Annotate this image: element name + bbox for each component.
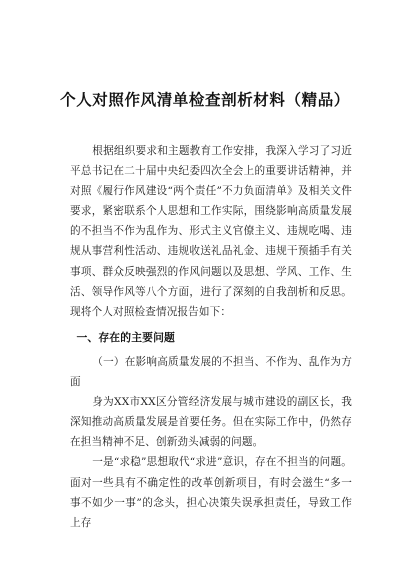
document-body xyxy=(70,141,352,533)
subsection-heading: （一）在影响高质量发展的不担当、不作为、乱作为方面 xyxy=(70,355,352,389)
body-paragraph: 身为XX市XX区分管经济发展与城市建设的副区长，我深知推动高质量发展是首要任务。但在实际工作中，仍然存在担当精神不足、创新劲头减弱的问题。 xyxy=(70,396,352,449)
intro-paragraph: 根据组织要求和主题教育工作安排，我深入学习了习近平总书记在二十届中央纪委四次全会上的重要讲话精神，并对照《履行作风建设“两个责任”不力负面清单》及相关文件要求，紧密联系个人思想和工作实际，围绕影响高质量发展的不担当不作为乱作为、形式主义官僚主义、违规吃喝、违规从事营利性活动、违规收送礼品礼金、违规干预插手有关事项、群众反映强烈的作风问题以及思想、学风、工作、生活、领导作风等八个方面，进行了深刻的自我剖析和反思。现将个人对照检查情况报告如下： xyxy=(70,145,352,318)
body-paragraph: 一是“求稳”思想取代“求进”意识，存在不担当的问题。面对一些具有不确定性的改革创新项目，有时会滋生“多一事不如少一事”的念头，担心决策失误承担责任，导致工作上存 xyxy=(70,456,352,529)
document-title: 个人对照作风清单检查剖析材料（精品） xyxy=(60,91,350,109)
section-heading: 一、存在的主要问题 xyxy=(76,330,175,344)
